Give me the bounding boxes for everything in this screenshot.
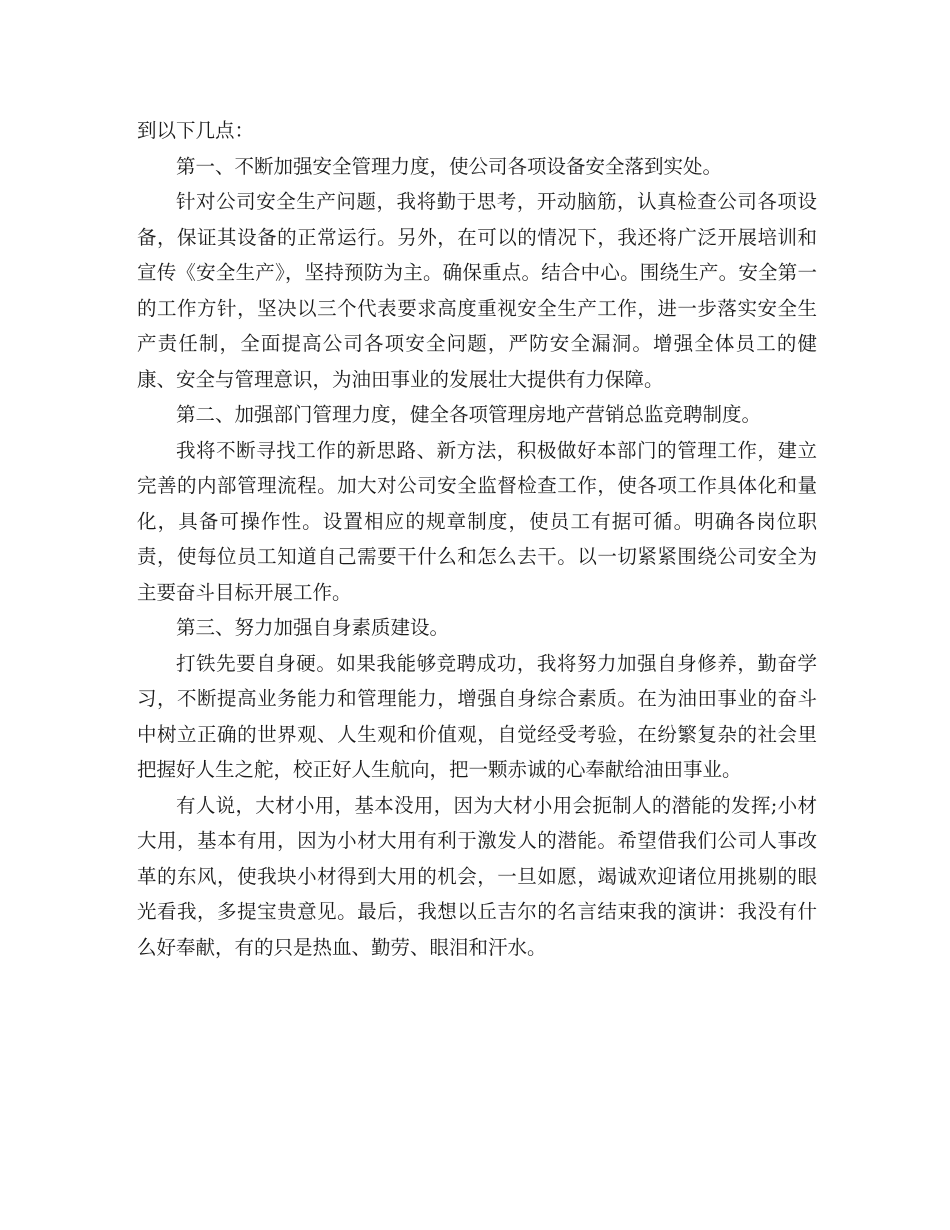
document-page <box>137 113 817 965</box>
paragraph-point-three-heading: 第三、努力加强自身素质建设。 <box>176 616 450 639</box>
paragraph-point-three-body: 打铁先要自身硬。如果我能够竞聘成功，我将努力加强自身修养，勤奋学习，不断提高业务能力和管理能力，增强自身综合素质。在为油田事业的奋斗中树立正确的世界观、人生观和价值观，自觉经受考验，在纷繁复杂的社会里把握好人生之舵，校正好人生航向，把一颗赤诚的心奉献给油田事业。 <box>137 651 817 781</box>
paragraph-point-two-heading: 第二、加强部门管理力度，健全各项管理房地产营销总监竞聘制度。 <box>176 403 762 426</box>
paragraph-intro-continuation: 到以下几点： <box>137 119 255 142</box>
paragraph-point-one-body: 针对公司安全生产问题，我将勤于思考，开动脑筋，认真检查公司各项设备，保证其设备的正常运行。另外，在可以的情况下，我还将广泛开展培训和宣传《安全生产》，坚持预防为主。确保重点。结合中心。围绕生产。安全第一的工作方针，坚决以三个代表要求高度重视安全生产工作，进一步落实安全生产责任制，全面提高公司各项安全问题，严防安全漏洞。增强全体员工的健康、安全与管理意识，为油田事业的发展壮大提供有力保障。 <box>137 190 817 391</box>
paragraph-closing: 有人说，大材小用，基本没用，因为大材小用会扼制人的潜能的发挥;小材大用，基本有用，因为小材大用有利于激发人的潜能。希望借我们公司人事改革的东风，使我块小材得到大用的机会，一旦如愿，竭诚欢迎诸位用挑剔的眼光看我，多提宝贵意见。最后，我想以丘吉尔的名言结束我的演讲：我没有什么好奉献，有的只是热血、勤劳、眼泪和汗水。 <box>137 793 817 959</box>
paragraph-point-one-heading: 第一、不断加强安全管理力度，使公司各项设备安全落到实处。 <box>176 154 723 178</box>
paragraph-point-two-body: 我将不断寻找工作的新思路、新方法，积极做好本部门的管理工作，建立完善的内部管理流程。加大对公司安全监督检查工作，使各项工作具体化和量化，具备可操作性。设置相应的规章制度，使员工有据可循。明确各岗位职责，使每位员工知道自己需要干什么和怎么去干。以一切紧紧围绕公司安全为主要奋斗目标开展工作。 <box>137 438 817 604</box>
